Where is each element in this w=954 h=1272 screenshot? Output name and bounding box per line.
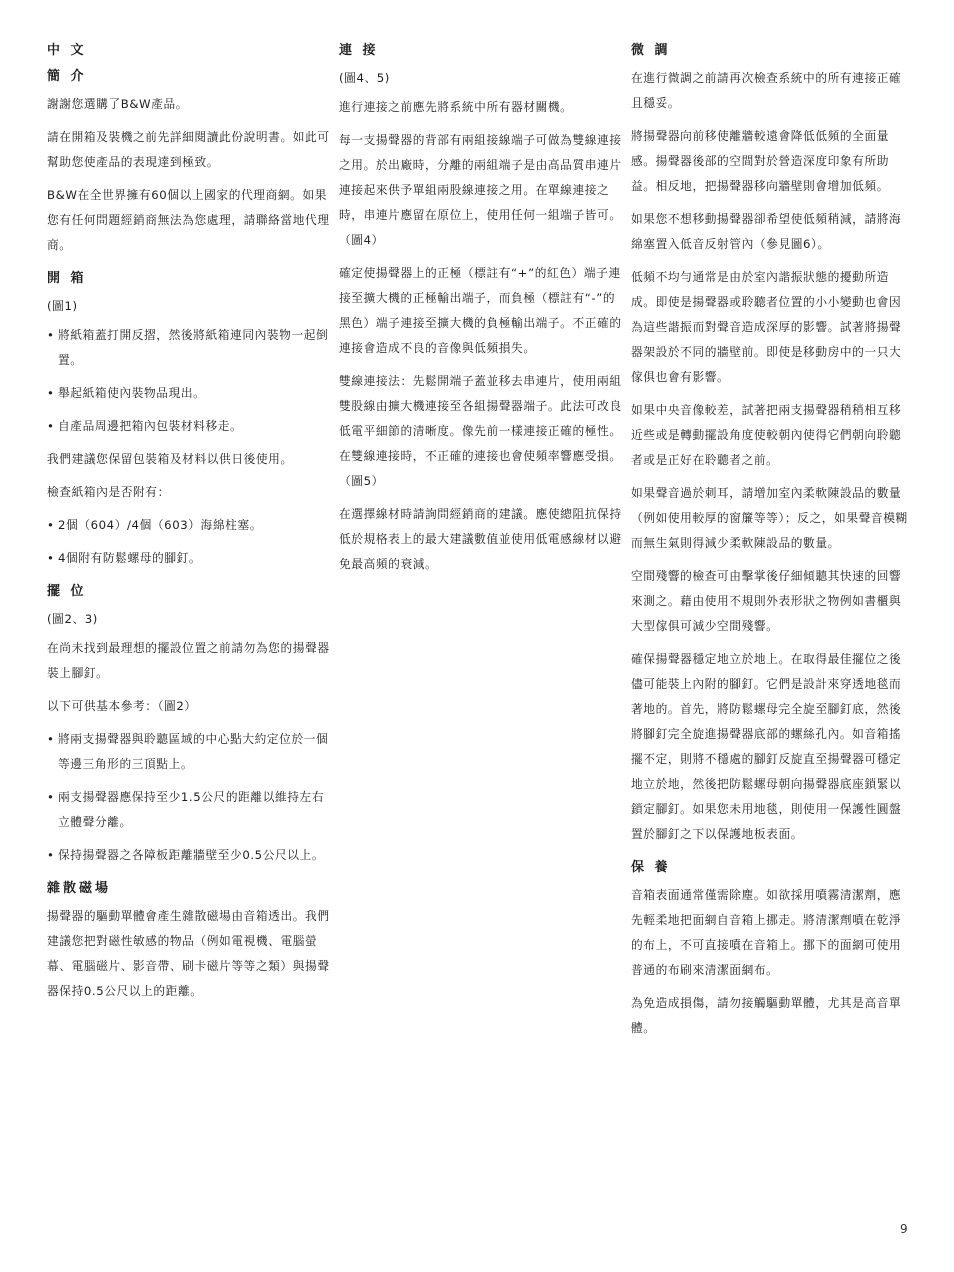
bullet-item: • 將紙箱蓋打開反摺，然後將紙箱連同內裝物一起倒置。 xyxy=(47,323,331,373)
paragraph: 檢查紙箱內是否附有： xyxy=(47,485,170,499)
bullet-item: • 將兩支揚聲器與聆聽區域的中心點大約定位於一個等邊三角形的三頂點上。 xyxy=(47,727,331,777)
bullet-item: • 保持揚聲器之各障板距離牆壁至少0.5公尺以上。 xyxy=(47,843,331,868)
paragraph: 每一支揚聲器的背部有兩組接線端子可做為雙線連接之用。於出廠時，分離的兩組端子是由高品質串連片連接起來供予單組兩股線連接之用。在單線連接之時，串連片應留在原位上，使用任何一組端子皆可。（圖4） xyxy=(339,133,622,247)
paragraph: 進行連接之前應先將系統中所有器材關機。 xyxy=(339,100,573,114)
paragraph: B&W在全世界擁有60個以上國家的代理商網。如果您有任何問題經銷商無法為您處理，請聯絡當地代理商。 xyxy=(47,188,330,252)
figure-reference: (圖2、3) xyxy=(47,612,98,626)
paragraph: 為免造成損傷，請勿接觸驅動單體，尤其是高音單體。 xyxy=(631,996,902,1035)
paragraph: 低頻不均勻通常是由於室內諧振狀態的擾動所造成。即使是揚聲器或聆聽者位置的小小變動也會因為這些諧振而對聲音造成深厚的影響。試著將揚聲器架設於不同的牆壁前。即使是移動房中的一只大傢俱也會有影響。 xyxy=(631,270,902,384)
paragraph: 以下可供基本參考：（圖2） xyxy=(47,699,197,713)
section-heading: 連 接 xyxy=(339,43,379,58)
column-right xyxy=(631,38,912,1049)
figure-reference: (圖4、5) xyxy=(339,71,390,85)
paragraph: 空間殘響的檢查可由擊掌後仔細傾聽其快速的回響來測之。藉由使用不規則外表形狀之物例如書櫃與大型傢俱可減少空間殘響。 xyxy=(631,569,902,633)
section-heading: 開 箱 xyxy=(47,271,87,286)
bullet-item: • 自產品周邊把箱內包裝材料移走。 xyxy=(47,414,331,439)
column-left xyxy=(47,38,331,1012)
paragraph: 如果聲音過於刺耳，請增加室內柔軟陳設品的數量（例如使用較厚的窗簾等等）；反之，如果聲音模糊而無生氣則得減少柔軟陳設品的數量。 xyxy=(631,486,908,550)
paragraph: 在尚未找到最理想的擺設位置之前請勿為您的揚聲器裝上腳釘。 xyxy=(47,641,330,680)
section-heading: 保 養 xyxy=(631,860,671,875)
column-middle xyxy=(339,38,623,585)
section-heading: 擺 位 xyxy=(47,584,87,599)
section-heading: 中 文 xyxy=(47,43,87,58)
paragraph: 確保揚聲器穩定地立於地上。在取得最佳擺位之後儘可能裝上內附的腳釘。它們是設計來穿透地毯而著地的。首先，將防鬆螺母完全旋至腳釘底，然後將腳釘完全旋進揚聲器底部的螺絲孔內。如音箱搖擺不定，則將不穩處的腳釘反旋直至揚聲器可穩定地立於地，然後把防鬆螺母朝向揚聲器底座鎖緊以鎖定腳釘。如果您未用地毯，則使用一保護性圓盤置於腳釘之下以保護地板表面。 xyxy=(631,652,902,841)
paragraph: 在選擇線材時請詢問經銷商的建議。應使總阻抗保持低於規格表上的最大建議數值並使用低電感線材以避免最高頻的衰減。 xyxy=(339,507,622,571)
section-heading: 雜散磁場 xyxy=(47,881,112,896)
bullet-item: • 2個（604）/4個（603）海綿柱塞。 xyxy=(47,513,331,538)
page-number: 9 xyxy=(900,1222,908,1236)
paragraph: 請在開箱及裝機之前先詳細閱讀此份說明書。如此可幫助您使產品的表現達到極致。 xyxy=(47,130,330,169)
bullet-item: • 兩支揚聲器應保持至少1.5公尺的距離以維持左右立體聲分離。 xyxy=(47,785,331,835)
paragraph: 將揚聲器向前移使離牆較遠會降低低頻的全面量感。揚聲器後部的空間對於營造深度印象有所助益。相反地，把揚聲器移向牆壁則會增加低頻。 xyxy=(631,129,890,193)
section-heading: 簡 介 xyxy=(47,69,87,84)
paragraph: 雙線連接法：先鬆開端子蓋並移去串連片，使用兩組雙股線由擴大機連接至各組揚聲器端子。此法可改良低電平細節的清晰度。像先前一樣連接正確的極性。在雙線連接時，不正確的連接也會使頻率響應受損。（圖5） xyxy=(339,374,622,488)
paragraph: 音箱表面通常僅需除塵。如欲採用噴霧清潔劑，應先輕柔地把面網自音箱上挪走。將清潔劑噴在乾淨的布上，不可直接噴在音箱上。挪下的面網可使用普通的布刷來清潔面網布。 xyxy=(631,888,902,977)
paragraph: 我們建議您保留包裝箱及材料以供日後使用。 xyxy=(47,452,293,466)
bullet-item: • 舉起紙箱使內裝物品現出。 xyxy=(47,381,331,406)
paragraph: 確定使揚聲器上的正極（標註有“+”的紅色）端子連接至擴大機的正極輸出端子，而負極（標註有“-”的黑色）端子連接至擴大機的負極輸出端子。不正確的連接會造成不良的音像與低頻損失。 xyxy=(339,266,622,355)
paragraph: 在進行微調之前請再次檢查系統中的所有連接正確且穩妥。 xyxy=(631,71,902,110)
paragraph: 如果您不想移動揚聲器卻希望使低頻稍減，請將海綿塞置入低音反射管內（參見圖6）。 xyxy=(631,212,902,251)
paragraph: 揚聲器的驅動單體會產生雜散磁場由音箱透出。我們建議您把對磁性敏感的物品（例如電視機、電腦螢幕、電腦磁片、影音帶、刷卡磁片等等之類）與揚聲器保持0.5公尺以上的距離。 xyxy=(47,909,330,998)
section-heading: 微 調 xyxy=(631,43,671,58)
paragraph: 謝謝您選購了B&W產品。 xyxy=(47,97,189,111)
figure-reference: (圖1) xyxy=(47,299,78,313)
paragraph: 如果中央音像較差，試著把兩支揚聲器稍稍相互移近些或是轉動擺設角度使較朝內使得它們朝向聆聽者或是正好在聆聽者之前。 xyxy=(631,403,902,467)
bullet-item: • 4個附有防鬆螺母的腳釘。 xyxy=(47,546,331,571)
